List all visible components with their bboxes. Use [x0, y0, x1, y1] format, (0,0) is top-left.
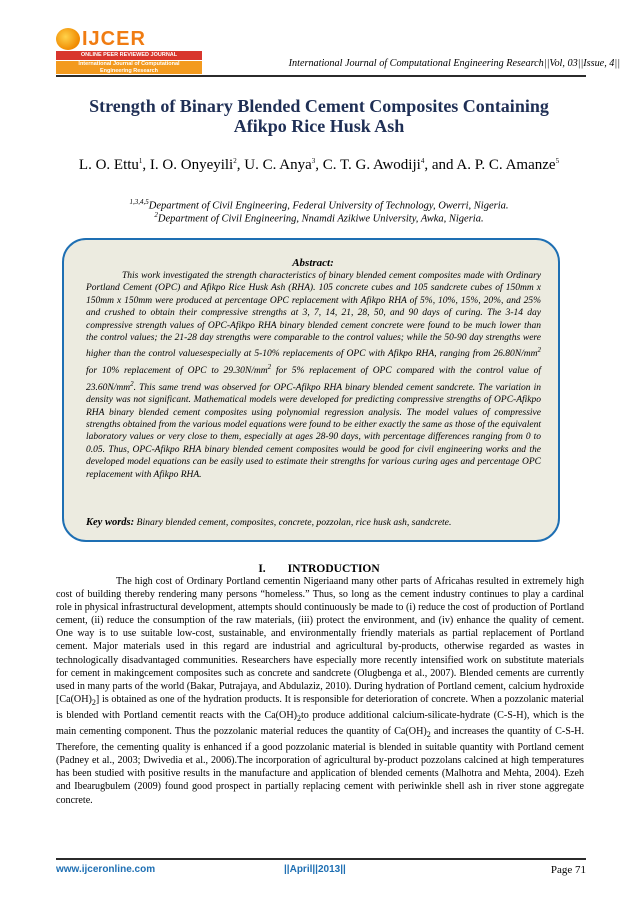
affiliation-2	[60, 209, 578, 226]
intro-part-2: ] is obtained as one of the hydration products. It is responsible for deterioration of concrete. When a pozzolanic material is blended with Portland cementit reacts with the Ca(OH)	[56, 693, 584, 721]
footer-divider	[56, 858, 586, 860]
author-4: , C. T. G. Awodiji	[315, 157, 421, 173]
abstract-part-2: for 10% replacement of OPC to 29.30N/mm	[86, 366, 268, 377]
affiliation-1-text: Department of Civil Engineering, Federal University of Technology, Owerri, Nigeria.	[148, 200, 509, 212]
journal-logo	[56, 28, 202, 74]
section-heading	[0, 563, 638, 575]
affiliation-2-text: Department of Civil Engineering, Nnamdi Azikiwe University, Awka, Nigeria.	[157, 213, 484, 225]
author-3-affil: 3	[311, 157, 316, 165]
paper-title	[60, 96, 578, 136]
intro-sub-1: 2	[91, 697, 96, 707]
author-4-affil: 4	[420, 157, 425, 165]
author-2-affil: 2	[233, 157, 237, 165]
abstract-sup-2: 2	[267, 363, 272, 371]
logo-name: IJCER	[82, 27, 146, 50]
abstract-part-3: for 5% replacement of OPC compared with the control value of 23.60N/mm	[86, 366, 541, 393]
logo-tagline: ONLINE PEER REVIEWED JOURNAL	[56, 51, 202, 60]
author-1: L. O. Ettu	[78, 157, 139, 173]
logo-emblem-icon	[56, 28, 80, 50]
intro-sub-2: 2	[296, 713, 301, 723]
footer-date: ||April||2013||	[284, 864, 346, 875]
intro-part-1: The high cost of Ordinary Portland cementin Nigeriaand many other parts of Africahas resulted in extremely high cost of building thereby rendering many persons “homeless.” Thus, so long as the cement industry continues to play a cardinal role in physical infrastructural development, attempts should continuously be made to (i) reduce the cost of production of Portland cement, (ii) reduce the consumption of the raw materials, (iii) protect the environment, and (iv) enhance the quality of cement. One way is to use suitable low-cost, sustainable, and environmentally friendly materials as partial replacement of Portland cement. Major materials used in this regard are industrial and agricultural by-products, otherwise regarded as wastes in technologically disadvantaged communities. Researchers have especially more recently intensified work on substitute materials for cement in makingcement composites such as concrete and sandcrete (Olugbenga et al., 2007). Blended cements are currently used in many parts of the world (Bakar, Putrajaya, and Abdulaziz, 2010). During hydration of Portland cement, calcium hydroxide [Ca(OH)	[56, 576, 584, 705]
author-5: , and A. P. C. Amanze	[424, 157, 556, 173]
affiliation-1-marker: 1,3,4,5	[129, 198, 149, 206]
author-5-affil: 5	[555, 157, 560, 165]
introduction-paragraph	[56, 575, 584, 807]
intro-part-4: and increases the quantity of C-S-H. Therefore, the cementing quality is enhanced if a good pozzolanic material is blended in suitable quantity with Portland cement (Padney et al., 2003; Dwivedia et al., 2006).The incorporation of agricultural by-product pozzolans calcined at high temperatures has been studied with positive results in the manufacture and application of blended cements (Malhotra and Mehta, 2004). Ezeh and Ibearugbulem (2009) found good prospect in partially replacing cement with periwinkle shell ash in river stone aggregate concrete.	[56, 726, 584, 806]
page-number: Page 71	[550, 864, 586, 876]
journal-running-header: International Journal of Computational Engineering Research||Vol, 03||Issue, 4||	[288, 58, 620, 69]
abstract-text	[86, 270, 541, 481]
keywords-label: Key words:	[86, 517, 135, 528]
abstract-sup-1: 2	[537, 346, 541, 355]
author-list	[60, 152, 578, 174]
logo-subtitle-line1: International Journal of Computational	[78, 61, 180, 67]
intro-part-3: to produce additional calcium-silicate-hydrate (C-S-H), which is the main cementing component. Thus the pozzolanic material reduces the quantity of Ca(OH)	[56, 709, 584, 738]
footer-website-link[interactable]: www.ijceronline.com	[56, 864, 156, 875]
abstract-part-4: . This same trend was observed for OPC-Afikpo RHA binary blended cement sandcrete. The variation in density was not significant. Mathematical models were developed for predicting compressive strengths of OPC-Afikpo RHA binary blended cement composites using polynomial regression analysis. The model values of compressive strengths obtained from the various model equations were found to be either exactly the same as those of the equivalent laboratory values or very close to them, especially at ages 28-90 days, with percentage differences ranging from 0 to 0.05. Thus, OPC-Afikpo RHA binary blended cement composites would be good for civil engineering works and the developed model equations can be easily used to estimate their strengths for various curing ages and percentage OPC replacement with Afikpo RHA.	[86, 382, 541, 480]
section-number: I.	[258, 563, 266, 575]
author-2: , I. O. Onyeyili	[142, 157, 234, 173]
keywords-list: Binary blended cement, composites, concrete, pozzolan, rice husk ash, sandcrete.	[134, 517, 452, 528]
title-line-1: Strength of Binary Blended Cement Composites Containing	[89, 96, 549, 116]
abstract-box	[62, 238, 560, 542]
logo-subtitle	[56, 61, 202, 74]
abstract-part-1: This work investigated the strength characteristics of binary blended cement composites made with Ordinary Portland Cement (OPC) and Afikpo Rice Husk Ash (RHA). 105 concrete cubes and 105 sandcrete cubes of 150mm x 150mm x 150mm were produced at percentage OPC replacement with Afikpo RHA of 5%, 10%, 15%, 20%, and 25% and crushed to obtain their compressive strengths at 3, 7, 14, 21, 28, 50, and 90 days of curing. The 3-14 day compressive strength values of OPC-Afikpo RHA binary blended cement concrete were found to be much lower than the control values; the 21-28 day strengths were comparable to the control values; while the 50-90 day strengths were higher than the control valuesespecially at 5-10% replacements of OPC with Afikpo RHA, ranging from 26.80N/mm	[86, 271, 541, 360]
affiliation-2-marker: 2	[154, 211, 158, 219]
header-divider	[56, 75, 586, 77]
title-line-2: Afikpo Rice Husk Ash	[233, 116, 405, 136]
abstract-heading: Abstract:	[292, 257, 334, 269]
intro-sub-3: 2	[426, 730, 431, 740]
author-1-affil: 1	[138, 157, 143, 165]
abstract-sup-3: 2	[130, 379, 134, 388]
logo-subtitle-line2: Engineering Research	[99, 67, 159, 74]
keywords	[86, 517, 541, 528]
logo-wordmark	[56, 28, 202, 50]
author-3: , U. C. Anya	[236, 157, 312, 173]
section-title: INTRODUCTION	[287, 563, 380, 575]
